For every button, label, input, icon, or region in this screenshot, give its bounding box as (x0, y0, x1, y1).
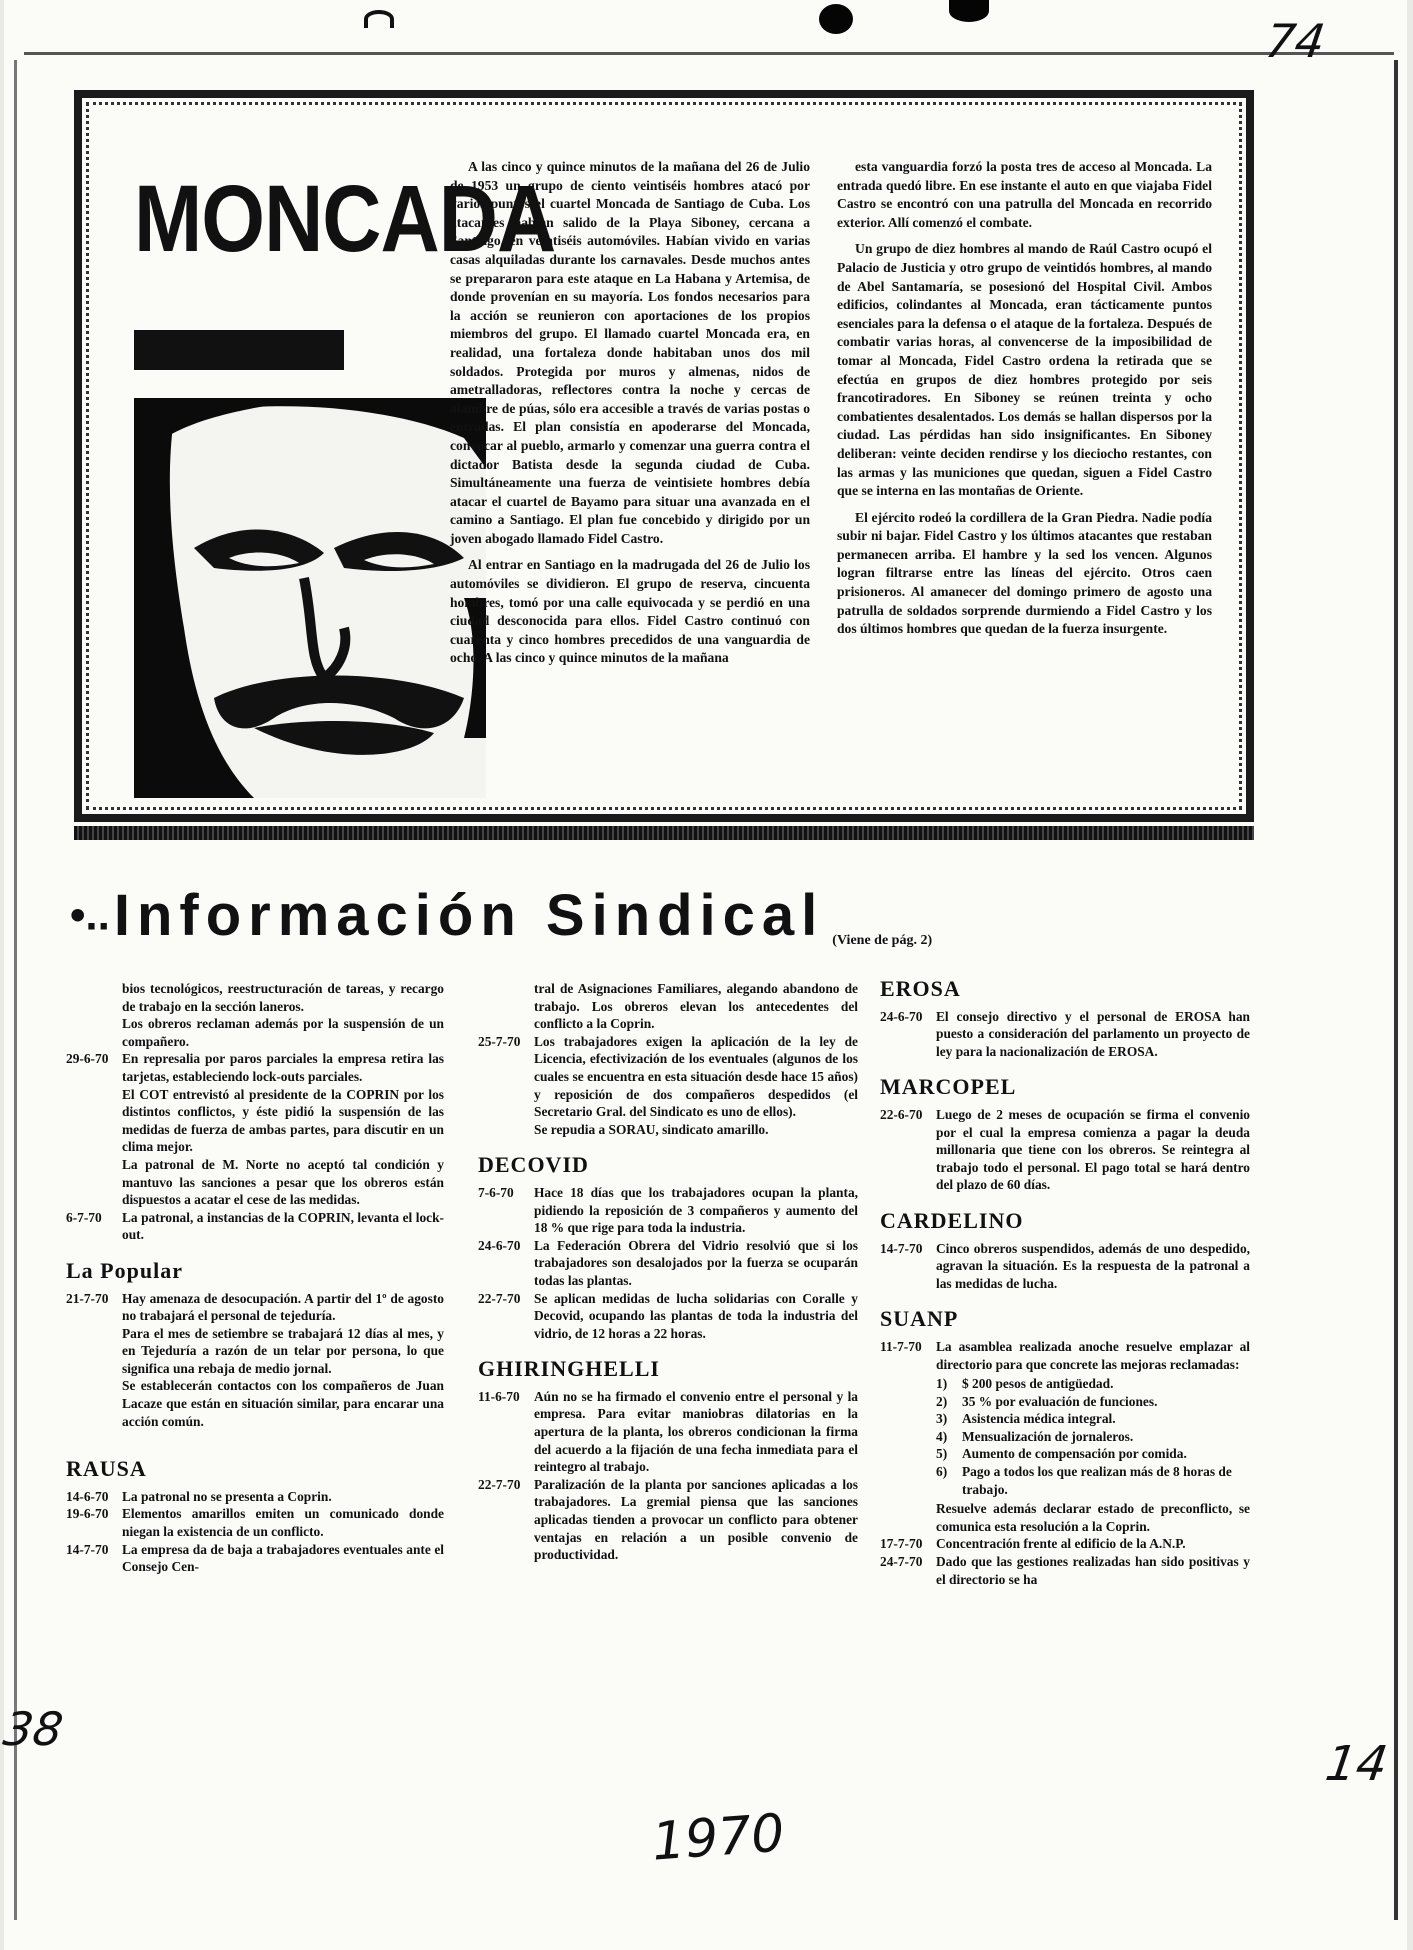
list-number: 2) (936, 1393, 948, 1409)
entries-block (880, 1106, 1250, 1194)
entry-date: 14-7-70 (66, 1541, 109, 1557)
company-heading-decovid: DECOVID (478, 1152, 589, 1178)
scan-border-top (24, 52, 1394, 55)
title-underline-bar (134, 330, 344, 370)
dated-entry (66, 1209, 444, 1244)
entries-block (880, 1008, 1250, 1061)
dated-entry (66, 1290, 444, 1325)
section-heading (70, 882, 1210, 952)
moncada-column-2 (837, 158, 1212, 639)
entries-block (880, 1240, 1250, 1293)
section-lead-dots: •.. (70, 890, 110, 940)
company-heading-erosa: EROSA (880, 976, 961, 1001)
entry-date (66, 1377, 122, 1430)
list-number: 1) (936, 1376, 948, 1392)
entry-text: Concentración frente al edificio de la A.N.P. (936, 1536, 1186, 1552)
entries-block (478, 1184, 858, 1342)
dated-entry (66, 1541, 444, 1576)
entry-date: 21-7-70 (66, 1290, 109, 1306)
scan-border-right (1394, 60, 1398, 1920)
punch-hole (949, 0, 989, 22)
entry-text: Hay amenaza de desocupación. A partir del 1º de agosto no trabajará el personal de tejeduría. (122, 1290, 444, 1324)
entry-date: 7-6-70 (478, 1184, 514, 1200)
list-text: Aumento de compensación por comida. (962, 1446, 1187, 1462)
dated-entry (478, 1121, 858, 1139)
list-item (936, 1428, 1250, 1446)
list-text: Mensualización de jornaleros. (962, 1428, 1134, 1444)
dated-entry (880, 1338, 1250, 1373)
fidel-castro-portrait (134, 398, 486, 798)
entry-date: 11-7-70 (880, 1338, 922, 1354)
entry-date: 29-6-70 (66, 1051, 109, 1067)
entry-text: Se repudia a SORAU, sindicato amarillo. (534, 1121, 769, 1137)
entry-text: Luego de 2 meses de ocupación se firma el convenio por el cual la empresa comienza a pagar la deuda millonaria que tiene con los obreros. Se reintegra al trabajo todo el personal. El pago total se hará dentro del plazo de 60 días. (936, 1106, 1250, 1193)
dated-entry (66, 1050, 444, 1085)
entries-block (66, 1050, 444, 1244)
entry-date (66, 1325, 122, 1378)
dated-entry (66, 1325, 444, 1378)
entry-text: En represalia por paros parciales la empresa retira las tarjetas, estableciendo lock-outs parciales. (122, 1051, 444, 1084)
dated-entry (880, 1008, 1250, 1061)
scan-border-left (14, 60, 17, 1920)
moncada-paragraph: A las cinco y quince minutos de la mañana del 26 de Julio de 1953 un grupo de ciento veintiséis hombres atacó por varios puntos el cuartel Moncada de Santiago de Cuba. Los atacantes habían salido de la Playa Siboney, cercana a Santiago, en veintiséis automóviles. Habían vivido en varias casas alquiladas durante los carnavales. Desde muchos antes se prepararon para este ataque en La Habana y Artemisa, de donde provenían en su mayoría. Los fondos necesarios para la acción se reunieron con aportaciones de los propios miembros del grupo. El llamado cuartel Moncada era, en realidad, una fortaleza donde habitaban unos dos mil soldados. Protegida por muros y almenas, nidos de ametralladoras, reflectores contra la noche y cercas de alambre de púas, sólo era accesible a través de varias postas o entradas. El plan consistía en apoderarse del Moncada, convocar al pueblo, armarlo y comenzar una guerra contra el dictador Batista desde la segunda ciudad de Cuba. Simultáneamente una fuerza de veintisiete hombres debía atacar el cuartel de Bayamo para situar una avanzada en el camino a Santiago. El plan fue concebido y dirigido por un joven abogado llamado Fidel Castro. (450, 159, 810, 546)
entry-text: Se aplican medidas de lucha solidarias con Coralle y Decovid, ocupando las plantas de toda la industria del vidrio, de 12 horas a 22 horas. (534, 1290, 858, 1341)
continued-text: tral de Asignaciones Familiares, alegando abandono de trabajo. Los obreros elevan los antecedentes del conflicto a la Coprin. (534, 981, 858, 1032)
entry-date: 24-6-70 (478, 1237, 521, 1253)
news-column-2 (478, 980, 858, 1578)
list-text: 35 % por evaluación de funciones. (962, 1393, 1158, 1409)
moncada-column-1 (450, 158, 810, 668)
company-heading-rausa: RAUSA (66, 1456, 147, 1482)
company-heading-ghiringhelli: GHIRINGHELLI (478, 1356, 660, 1382)
handwritten-page-number: 74 (1262, 14, 1329, 68)
entry-date (66, 1086, 122, 1156)
entry-text: La empresa da de baja a trabajadores eventuales ante el Consejo Cen- (122, 1541, 444, 1575)
news-column-3 (880, 976, 1250, 1602)
dated-entry (66, 1156, 444, 1209)
handwritten-margin-right: 14 (1322, 1736, 1392, 1792)
dated-entry (478, 1237, 858, 1290)
entry-date (66, 1156, 122, 1209)
dated-entry (66, 1377, 444, 1430)
entry-text: La patronal de M. Norte no aceptó tal condición y mantuvo las sanciones a pesar que los obreros están dispuestos a acatar el cese de las medidas. (122, 1156, 444, 1208)
dated-entry (66, 1086, 444, 1156)
company-heading-marcopel: MARCOPEL (880, 1074, 1017, 1100)
entry-text: La patronal, a instancias de la COPRIN, levanta el lock-out. (122, 1209, 444, 1243)
entry-date: 6-7-70 (66, 1209, 102, 1225)
list-text: Asistencia médica integral. (962, 1411, 1116, 1427)
list-number: 3) (936, 1411, 948, 1427)
entry-date (478, 1121, 534, 1139)
entry-date: 24-7-70 (880, 1554, 923, 1570)
entry-date: 17-7-70 (880, 1536, 923, 1552)
list-text: $ 200 pesos de antigüedad. (962, 1376, 1114, 1392)
list-number: 5) (936, 1446, 948, 1462)
entry-text: La patronal no se presenta a Coprin. (122, 1488, 332, 1504)
entry-date: 19-6-70 (66, 1506, 109, 1522)
entry-text: Se establecerán contactos con los compañeros de Juan Lacaze que están en situación similar, para encarar una acción común. (122, 1378, 444, 1429)
list-item (936, 1410, 1250, 1428)
entry-text: Paralización de la planta por sanciones aplicadas a los trabajadores. La gremial piensa que las sanciones aplicadas tienden a provocar un conflicto para obtener ventajas en relación a un posible convenio de productividad. (534, 1476, 858, 1563)
entry-text: El consejo directivo y el personal de EROSA han puesto a consideración del parlamento un proyecto de ley para la nacionalización de EROSA. (936, 1008, 1250, 1059)
entry-date: 25-7-70 (478, 1033, 521, 1049)
dated-entry (478, 1184, 858, 1237)
demands-list (936, 1375, 1250, 1498)
list-number: 4) (936, 1428, 948, 1444)
moncada-title: MONCADA (134, 167, 556, 272)
list-number: 6) (936, 1464, 948, 1480)
section-divider (74, 826, 1254, 840)
section-title: Información Sindical (113, 883, 825, 948)
entry-text: Para el mes de setiembre se trabajará 12 días al mes, y en Tejeduría a razón de un telar por persona, lo que significa una rebaja de medio jornal. (122, 1325, 444, 1376)
entry-date: 22-6-70 (880, 1106, 923, 1122)
list-item (936, 1463, 1250, 1498)
dated-entry (478, 1476, 858, 1564)
entry-date: 14-7-70 (880, 1240, 923, 1256)
moncada-paragraph: Un grupo de diez hombres al mando de Raúl Castro ocupó el Palacio de Justicia y otro grupo de veintidós hombres, al mando de Abel Santamaría, se posesionó del Hospital Civil. Ambos edificios, colindantes al Moncada, eran tácticamente puntos esenciales para la defensa o el ataque de la fortaleza. Después de combatir varias horas, al convencerse de la imposibilidad de tomar al Moncada, Fidel Castro ordena la retirada que se efectúa en grupos de diez hombres protegido por seis francotiradores. En Siboney se reúnen treinta y ocho combatientes desalentados. Los demás se hallan dispersos por la ciudad. Las pérdidas han sido insignificantes. En Siboney deliberan: veinte deciden rendirse y los dieciocho restantes, con las armas y las municiones que quedan, siguen a Fidel Castro que se interna en las montañas de Oriente. (837, 241, 1212, 499)
entry-text: Dado que las gestiones realizadas han sido positivas y el directorio se ha (936, 1554, 1250, 1587)
news-column-1 (66, 980, 444, 1590)
company-heading-cardelino: CARDELINO (880, 1207, 1024, 1233)
continued-text: bios tecnológicos, reestructuración de tareas, y recargo de trabajo en la sección laneros. (122, 981, 444, 1014)
entry-text: La Federación Obrera del Vidrio resolvió que si los trabajadores son desalojados por la fuerza se ocuparán todas las plantas. (534, 1237, 858, 1288)
list-text: Pago a todos los que realizan más de 8 horas de trabajo. (962, 1464, 1232, 1497)
handwritten-year: 1970 (650, 1803, 787, 1873)
handwritten-margin-left: 38 (0, 1702, 67, 1756)
entry-date: 14-6-70 (66, 1488, 109, 1504)
entry-text: Hace 18 días que los trabajadores ocupan la planta, pidiendo la reposición de 3 compañeros y aumento del 18 % que rige para toda la industria. (534, 1184, 858, 1236)
dated-entry (66, 1488, 444, 1506)
entry-date: 24-6-70 (880, 1008, 923, 1024)
dated-entry (880, 1106, 1250, 1194)
dated-entry (478, 1033, 858, 1121)
dated-entry (478, 1290, 858, 1343)
entry-date: 22-7-70 (478, 1476, 521, 1492)
moncada-paragraph: Al entrar en Santiago en la madrugada del 26 de Julio los automóviles se dividieron. El grupo de reserva, cincuenta hombres, tomó por una calle equivocada y se perdió en una ciudad desconocida para ellos. Fidel Castro continuó con cuarenta y cinco hombres precedidos de una vanguardia de ocho. A las cinco y quince minutos de la mañana (450, 557, 810, 666)
entry-date: 11-6-70 (478, 1388, 520, 1404)
moncada-article-box (74, 90, 1254, 822)
entries-block (478, 1033, 858, 1139)
moncada-paragraph: El ejército rodeó la cordillera de la Gran Piedra. Nadie podía subir ni bajar. Fidel Castro y los últimos atacantes que restaban permanecen arriba. El hambre y la sed los vencen. Algunos logran filtrarse entre las líneas del ejército. Otros caen prisioneros. Al amanecer del domingo primero de agosto una patrulla de soldados sorprende durmiendo a Fidel Castro y los dos últimos hombres que quedan de la fuerza insurgente. (837, 509, 1212, 637)
entry-text: La asamblea realizada anoche resuelve emplazar al directorio para que concrete las mejoras reclamadas: (936, 1338, 1250, 1372)
list-item (936, 1445, 1250, 1463)
continued-text: Los obreros reclaman además por la suspensión de un compañero. (122, 1016, 444, 1049)
dated-entry (880, 1535, 1250, 1553)
dated-entry (66, 1505, 444, 1540)
list-item (936, 1393, 1250, 1411)
dated-entry (880, 1553, 1250, 1588)
continued-note: (Viene de pág. 2) (832, 933, 933, 948)
company-heading-la-popular: La Popular (66, 1257, 183, 1283)
entry-text: Los trabajadores exigen la aplicación de la ley de Licencia, efectivización de los eventuales (algunos de los cuales se encuentra en esta situación desde hace 15 años) y reposición de dos compañeros despedidos (el Secretario Gral. del Sindicato es uno de ellos). (534, 1033, 858, 1120)
entries-block (880, 1338, 1250, 1588)
dated-entry (880, 1240, 1250, 1293)
entry-text: Aún no se ha firmado el convenio entre el personal y la empresa. Para evitar maniobras dilatorias en la apertura de la planta, los obreros condicionan la firma del acuerdo a la fijación de una fecha inmediata para el reintegro al trabajo. (534, 1388, 858, 1475)
dated-entry (478, 1388, 858, 1476)
entries-block (66, 1488, 444, 1576)
resolution-text: Resuelve además declarar estado de preconflicto, se comunica esta resolución a la Coprin. (936, 1501, 1250, 1534)
entry-text: El COT entrevistó al presidente de la COPRIN por los distintos conflictos, y éste pidió la suspensión de las medidas de fuerza de ambas partes, para discutir en un clima mejor. (122, 1086, 444, 1155)
entry-text: Elementos amarillos emiten un comunicado donde niegan la existencia de un conflicto. (122, 1506, 444, 1540)
entries-block (478, 1388, 858, 1564)
entry-text: Cinco obreros suspendidos, además de uno despedido, agravan la situación. Es la respuesta de la patronal a las medidas de lucha. (936, 1240, 1250, 1291)
list-item (936, 1375, 1250, 1393)
punch-hole (819, 4, 853, 34)
moncada-paragraph: esta vanguardia forzó la posta tres de acceso al Moncada. La entrada quedó libre. En ese instante el auto en que viajaba Fidel Castro se encontró con una patrulla del Moncada en recorrido exterior. Allí comenzó el combate. (837, 159, 1212, 230)
entries-block (66, 1290, 444, 1431)
entry-date: 22-7-70 (478, 1290, 521, 1306)
punch-hole (364, 10, 394, 28)
company-heading-suanp: SUANP (880, 1306, 959, 1332)
